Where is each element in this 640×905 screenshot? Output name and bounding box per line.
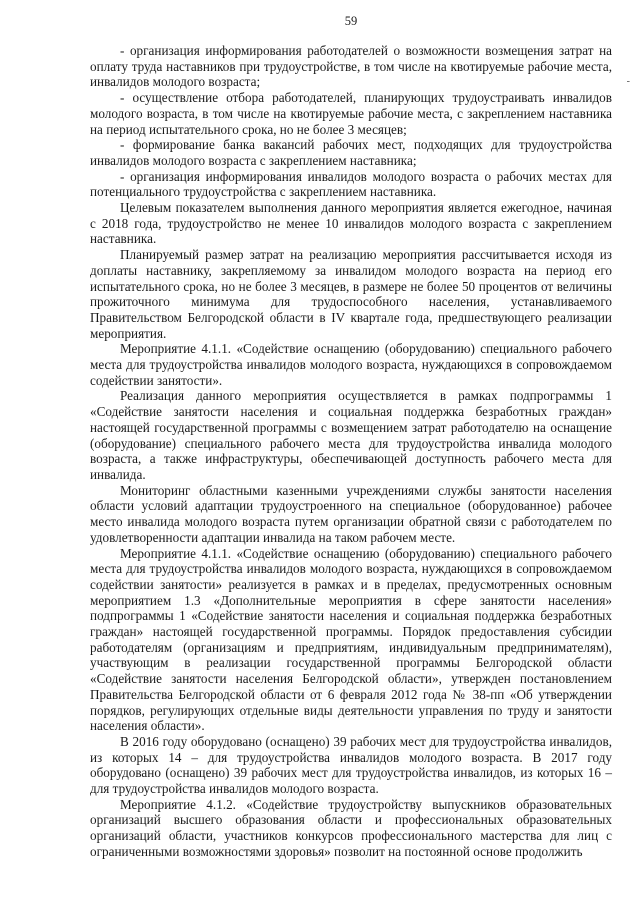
paragraph-3: - формирование банка вакансий рабочих мест, подходящих для трудоустройства инвалидов молодого возраста с закреплением наставника; — [90, 137, 612, 168]
paragraph-1: - организация информирования работодателей о возможности возмещения затрат на оплату труда наставников при трудоустройстве, в том числе на квотируемые рабочие места, инвалидов молодого возраста; — [90, 43, 612, 90]
paragraph-8: Реализация данного мероприятия осуществляется в рамках подпрограммы 1 «Содействие занятости населения и социальная поддержка безработных граждан» настоящей государственной программы с возмещением затрат работодателю на оснащение (оборудование) специального рабочего места для трудоустройства инвалида молодого возраста, а также инфраструктуры, обеспечивающей доступность рабочего места для инвалида. — [90, 388, 612, 482]
paragraph-12: Мероприятие 4.1.2. «Содействие трудоустройству выпускников образовательных организаций высшего образования области и профессиональных образовательных организаций области, участников конкурсов профессионального мастерства для лиц с ограниченными возможностями здоровья» позволит на постоянной основе продолжить — [90, 796, 612, 859]
paragraph-5: Целевым показателем выполнения данного мероприятия является ежегодное, начиная с 2018 года, трудоустройство не менее 10 инвалидов молодого возраста с закреплением наставника. — [90, 200, 612, 247]
paragraph-9: Мониторинг областными казенными учреждениями службы занятости населения области условий адаптации трудоустроенного на специальное (оборудованное) рабочее место инвалида молодого возраста путем организации обратной связи с работодателем по удовлетворенности адаптации инвалида на таком рабочем месте. — [90, 482, 612, 545]
page-number: 59 — [344, 14, 358, 28]
paragraph-2: - осуществление отбора работодателей, планирующих трудоустраивать инвалидов молодого возраста, в том числе на квотируемые рабочие места, с закреплением наставника на период испытательного срока, но не более 3 месяцев; — [90, 90, 612, 137]
paragraph-10: Мероприятие 4.1.1. «Содействие оснащению (оборудованию) специального рабочего места для трудоустройства инвалидов молодого возраста, нуждающихся в сопровождаемом содействии занятости» реализуется в рамках и в пределах, предусмотренных основным мероприятием 1.3 «Дополнительные мероприятия в сфере занятости населения» подпрограммы 1 «Содействие занятости населения и социальная поддержка безработных граждан» настоящей государственной программы. Порядок предоставления субсидии работодателям (организациям и предприятиям, индивидуальным предпринимателям), участвующим в реализации государственной программы Белгородской области «Содействие занятости населения Белгородской области», утвержден постановлением Правительства Белгородской области от 6 февраля 2012 года № 38-пп «Об утверждении порядков, регулирующих отдельные виды деятельности управления по труду и занятости населения области». — [90, 545, 612, 734]
paragraph-6: Планируемый размер затрат на реализацию мероприятия рассчитывается исходя из доплаты наставнику, закрепляемому за инвалидом молодого возраста на период его испытательного срока, но не более 3 месяцев, в размере не более 50 процентов от величины прожиточного минимума для трудоспособного населения, устанавливаемого Правительством Белгородской области в IV квартале года, предшествующего реализации мероприятия. — [90, 247, 612, 341]
paragraph-7: Мероприятие 4.1.1. «Содействие оснащению (оборудованию) специального рабочего места для трудоустройства инвалидов молодого возраста, нуждающихся в сопровождаемом содействии занятости». — [90, 341, 612, 388]
paragraph-11: В 2016 году оборудовано (оснащено) 39 рабочих мест для трудоустройства инвалидов, из которых 14 – для трудоустройства инвалидов молодого возраста. В 2017 году оборудовано (оснащено) 39 рабочих мест для трудоустройства инвалидов, из которых 16 – для трудоустройства инвалидов молодого возраста. — [90, 733, 612, 797]
body-text — [90, 43, 612, 860]
margin-mark: - — [626, 76, 630, 87]
paragraph-4: - организация информирования инвалидов молодого возраста о рабочих местах для потенциального трудоустройства с закреплением наставника. — [90, 168, 612, 200]
